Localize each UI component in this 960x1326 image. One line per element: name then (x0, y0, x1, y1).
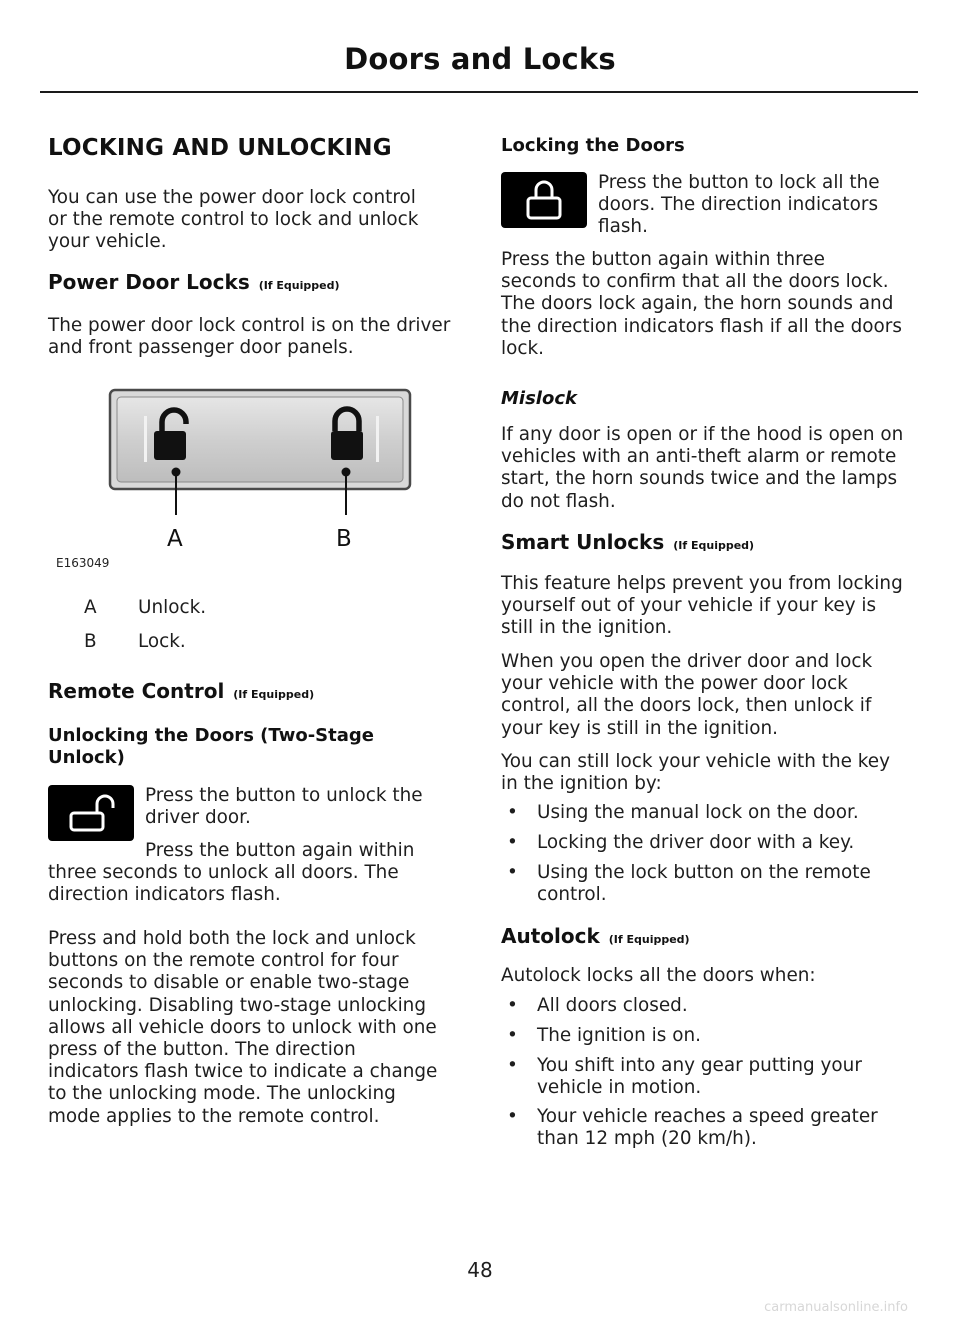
heading-text: Power Door Locks (48, 270, 250, 294)
unlock-press-text (145, 785, 423, 829)
paragraph-line: flash. (598, 216, 648, 238)
intro-line: or the remote control to lock and unlock (48, 209, 419, 231)
paragraph-line: indicators flash twice to indicate a change (48, 1061, 438, 1083)
smart-unlocks-paragraph-2 (501, 651, 872, 740)
bullet-marker: • (507, 1055, 518, 1076)
door-lock-switch-illustration (48, 380, 460, 575)
bullet-line: Your vehicle reaches a speed greater (537, 1106, 878, 1127)
bullet-text: All doors closed. (537, 995, 688, 1016)
key-letter: B (84, 631, 97, 652)
power-locks-paragraph (48, 315, 450, 359)
paragraph-line: your key is still in the ignition. (501, 717, 778, 739)
paragraph-line: driver door. (145, 807, 251, 829)
list-item (501, 862, 915, 906)
page-header-title: Doors and Locks (344, 42, 616, 76)
paragraph-line: do not flash. (501, 490, 616, 512)
paragraph-line: Press the button to lock all the (598, 172, 880, 193)
heading-line: Unlocking the Doors (Two-Stage (48, 725, 374, 746)
paragraph-line: If any door is open or if the hood is open on (501, 424, 904, 445)
intro-line: You can use the power door lock control (48, 187, 416, 208)
paragraph-line: Press and hold both the lock and unlock (48, 928, 416, 949)
if-equipped-label: (If Equipped) (608, 933, 690, 946)
paragraph-line: You can still lock your vehicle with the key (501, 751, 890, 772)
paragraph-line: your vehicle with the power door lock (501, 673, 848, 695)
mislock-heading: Mislock (501, 388, 577, 409)
power-door-locks-heading (48, 270, 340, 294)
bullet-line: control. (537, 884, 607, 906)
list-item (501, 1106, 915, 1150)
paragraph-line: This feature helps prevent you from locking (501, 573, 903, 594)
paragraph-line: buttons on the remote control for four (48, 950, 399, 972)
header-divider (40, 91, 918, 93)
paragraph-line: and front passenger door panels. (48, 337, 354, 359)
paragraph-line: seconds to confirm that all the doors lock. (501, 271, 889, 293)
if-equipped-label: (If Equipped) (258, 279, 340, 292)
autolock-paragraph: Autolock locks all the doors when: (501, 965, 816, 986)
heading-text: Autolock (501, 924, 600, 948)
paragraph-line: seconds to disable or enable two-stage (48, 972, 410, 994)
key-description: Lock. (138, 631, 186, 652)
paragraph-line: control, all the doors lock, then unlock if (501, 695, 872, 717)
watermark: carmanualsonline.info (764, 1300, 908, 1315)
paragraph-line: The power door lock control is on the driver (48, 315, 451, 336)
bullet-line: You shift into any gear putting your (537, 1055, 862, 1076)
smart-unlocks-heading (501, 530, 754, 554)
bullet-marker: • (507, 862, 518, 883)
bullet-text: Using the manual lock on the door. (537, 802, 859, 823)
list-item (501, 1025, 915, 1047)
two-stage-toggle-paragraph (48, 928, 437, 1128)
mislock-paragraph (501, 424, 903, 513)
unlock-again-line: Press the button again within (145, 840, 415, 861)
panel-ridge (144, 416, 147, 462)
paragraph-line: mode applies to the remote control. (48, 1105, 380, 1127)
if-equipped-label: (If Equipped) (673, 539, 755, 552)
bullet-text: Locking the driver door with a key. (537, 832, 855, 853)
smart-unlocks-paragraph-1 (501, 573, 903, 640)
bullet-text: The ignition is on. (537, 1025, 701, 1046)
list-item (501, 832, 915, 854)
panel-ridge (376, 416, 379, 462)
smart-unlocks-paragraph-3 (501, 751, 890, 795)
bullet-line: than 12 mph (20 km/h). (537, 1128, 757, 1150)
figure-id: E163049 (56, 556, 110, 570)
heading-line: Unlock) (48, 747, 125, 768)
paragraph-line: Press the button to unlock the (145, 785, 423, 806)
paragraph-line: allows all vehicle doors to unlock with one (48, 1016, 437, 1038)
remote-control-heading (48, 679, 314, 703)
bullet-text (537, 862, 917, 906)
key-description: Unlock. (138, 597, 207, 618)
lock-press-text (598, 172, 880, 239)
paragraph-line: to the unlocking mode. The unlocking (48, 1083, 396, 1105)
bullet-marker: • (507, 832, 518, 853)
remote-unlock-button-icon (48, 785, 134, 841)
list-item (501, 1055, 915, 1099)
paragraph-line: unlocking. Disabling two-stage unlocking (48, 994, 427, 1016)
list-item (501, 802, 915, 824)
remote-lock-button-icon (501, 172, 587, 228)
bullet-line: Using the lock button on the remote (537, 862, 871, 883)
section-title: LOCKING AND UNLOCKING (48, 135, 392, 161)
unlocking-doors-heading (48, 725, 374, 769)
bullet-marker: • (507, 995, 518, 1016)
intro-paragraph (48, 187, 418, 254)
page-number: 48 (467, 1258, 493, 1282)
unlock-icon (66, 793, 116, 833)
unlock-again-text (48, 862, 399, 906)
bullet-marker: • (507, 1106, 518, 1127)
paragraph-line: vehicles with an anti-theft alarm or remote (501, 446, 897, 468)
paragraph-line: yourself out of your vehicle if your key is (501, 595, 877, 617)
bullet-text (537, 1106, 917, 1150)
paragraph-line: still in the ignition. (501, 617, 673, 639)
autolock-heading (501, 924, 690, 948)
heading-text: Smart Unlocks (501, 530, 665, 554)
paragraph-line: doors. The direction indicators (598, 194, 879, 216)
paragraph-line: lock. (501, 337, 544, 359)
locking-doors-heading: Locking the Doors (501, 135, 685, 156)
bullet-marker: • (507, 802, 518, 823)
if-equipped-label: (If Equipped) (233, 688, 315, 701)
paragraph-line: When you open the driver door and lock (501, 651, 873, 672)
list-item (501, 995, 915, 1017)
key-letter: A (84, 597, 97, 618)
paragraph-line: the direction indicators flash if all the doors (501, 315, 902, 337)
intro-line: your vehicle. (48, 231, 167, 253)
paragraph-line: The doors lock again, the horn sounds and (501, 293, 894, 315)
heading-text: Remote Control (48, 679, 225, 703)
lock-confirm-paragraph (501, 249, 902, 360)
callout-label-b: B (336, 526, 352, 552)
lock-icon (524, 178, 564, 222)
paragraph-line: press of the button. The direction (48, 1039, 356, 1061)
paragraph-line: three seconds to unlock all doors. The (48, 862, 399, 883)
paragraph-line: direction indicators flash. (48, 884, 281, 906)
bullet-line: vehicle in motion. (537, 1077, 702, 1099)
paragraph-line: Press the button again within three (501, 249, 825, 270)
paragraph-line: start, the horn sounds twice and the lamps (501, 468, 898, 490)
callout-label-a: A (167, 526, 183, 552)
paragraph-line: in the ignition by: (501, 773, 662, 795)
bullet-marker: • (507, 1025, 518, 1046)
bullet-text (537, 1055, 917, 1099)
